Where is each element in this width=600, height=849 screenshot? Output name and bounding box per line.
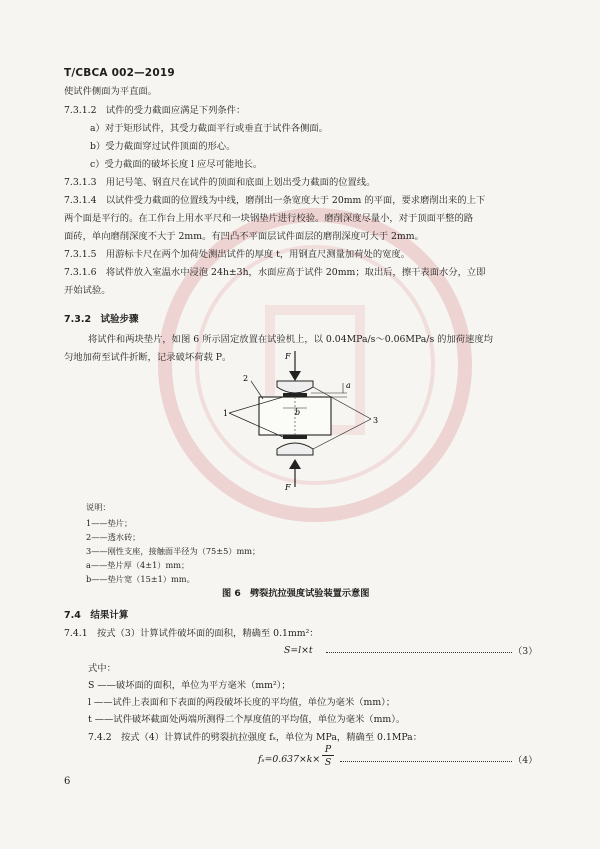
paragraph-line: 匀地加荷至试件折断，记录破坏荷载 P。 xyxy=(64,352,232,363)
standard-code: T/CBCA 002—2019 xyxy=(64,67,175,79)
equation-3: S=l×t xyxy=(284,645,313,656)
rigid-support-bottom xyxy=(277,443,313,455)
clause-7-3-1-6: 7.3.1.6 将试件放入室温水中浸泡 24h±3h，水面应高于试件 20mm；取出后，擦干表面水分，立即 xyxy=(64,267,486,278)
paragraph-line: 面砖，单向磨削深度不大于 2mm。有凹凸不平面层试件面层的磨削深度可大于 2mm。 xyxy=(64,231,424,242)
clause-7-4-2: 7.4.2 按式（4）计算试件的劈裂抗拉强度 fₛ，单位为 MPa，精确至 0.1MPa： xyxy=(88,732,423,743)
leader-2 xyxy=(251,381,263,399)
pad-top xyxy=(283,393,307,397)
clause-7-3-1-2: 7.3.1.2 试件的受力截面应满足下列条件： xyxy=(64,105,246,116)
equation-dots xyxy=(326,652,512,653)
clause-7-3-1-4: 7.3.1.4 以试件受力截面的位置线为中线，磨削出一条宽度大于 20mm 的平面，要求磨削出来的上下 xyxy=(64,195,486,206)
legend-item: b——垫片宽（15±1）mm。 xyxy=(86,574,195,584)
legend-item: a——垫片厚（4±1）mm； xyxy=(86,560,190,570)
section-heading-7-4: 7.4 结果计算 xyxy=(64,610,129,621)
legend-item: 1——垫片； xyxy=(86,518,133,528)
paragraph-line: 两个面是平行的。在工作台上用水平尺和一块钢垫片进行校验。磨削深度尽量小，对于顶面平整的路 xyxy=(64,213,474,224)
equation-4-denominator: S xyxy=(324,757,332,768)
force-arrow-bottom xyxy=(289,459,301,469)
label-f-bottom: F xyxy=(285,483,291,492)
label-3: 3 xyxy=(373,416,379,425)
equation-4-lhs: fₛ=0.637×k× xyxy=(258,754,321,765)
section-heading-7-3-2: 7.3.2 试验步骤 xyxy=(64,314,139,325)
pad-bottom xyxy=(283,435,307,439)
legend-title: 说明： xyxy=(86,502,111,512)
list-item-b: b）受力截面穿过试件顶面的形心。 xyxy=(90,141,236,152)
equation-4-numerator: P xyxy=(322,744,334,756)
clause-7-4-1: 7.4.1 按式（3）计算试件破坏面的面积，精确至 0.1mm²： xyxy=(64,628,319,639)
label-1: 1 xyxy=(223,409,229,418)
list-item-a: a）对于矩形试件，其受力截面平行或垂直于试件各侧面。 xyxy=(90,123,328,134)
list-item-c: c）受力截面的破坏长度 l 应尽可能地长。 xyxy=(90,159,263,170)
equation-number-4: （4） xyxy=(513,755,538,766)
equation-number-3: （3） xyxy=(513,646,538,657)
clause-7-3-1-5: 7.3.1.5 用游标卡尺在两个加荷处测出试件的厚度 t，用钢直尺测量加荷处的宽度。 xyxy=(64,249,411,260)
legend-item: 2——透水砖； xyxy=(86,532,141,542)
legend-item: 3——刚性支座，接触面半径为（75±5）mm； xyxy=(86,546,261,556)
definition-s: S ——破坏面的面积，单位为平方毫米（mm²）； xyxy=(88,680,291,691)
figure-6-diagram xyxy=(215,345,390,495)
label-a: a xyxy=(346,381,351,390)
paragraph-line: 开始试验。 xyxy=(64,285,111,296)
rigid-support-top xyxy=(277,381,313,393)
paragraph-line: 使试件侧面为平直面。 xyxy=(64,86,157,97)
force-arrow-top xyxy=(289,371,301,381)
definition-t: t ——试件破坏截面处两端所测得二个厚度值的平均值，单位为毫米（mm）。 xyxy=(88,714,406,725)
figure-caption: 图 6 劈裂抗拉强度试验装置示意图 xyxy=(222,588,370,599)
paragraph-line: 将试件和两块垫片，如图 6 所示固定放置在试验机上，以 0.04MPa/s～0.06MPa/s 的加荷速度均 xyxy=(88,334,493,345)
label-2: 2 xyxy=(243,374,249,383)
equation-dots xyxy=(340,761,512,762)
label-b: b xyxy=(295,408,301,417)
where-label: 式中： xyxy=(88,663,116,674)
definition-l: l ——试件上表面和下表面的两段破坏长度的平均值，单位为毫米（mm）； xyxy=(88,697,396,708)
page-number: 6 xyxy=(64,776,71,787)
clause-7-3-1-3: 7.3.1.3 用记号笔、钢直尺在试件的顶面和底面上划出受力截面的位置线。 xyxy=(64,177,376,188)
label-f-top: F xyxy=(285,352,291,361)
